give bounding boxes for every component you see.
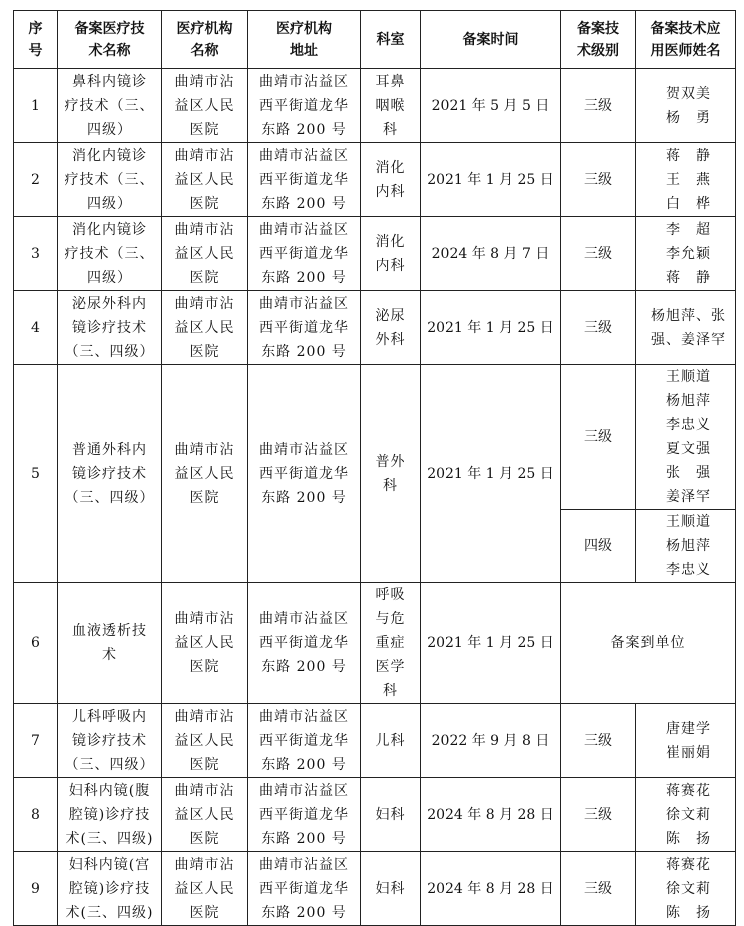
cell-level: 三级 — [561, 69, 636, 143]
cell-tech: 血液透析技 术 — [58, 583, 162, 704]
cell-level: 三级 — [561, 852, 636, 926]
cell-dept: 消化 内科 — [361, 217, 421, 291]
cell-inst: 曲靖市沾 益区人民 医院 — [162, 143, 248, 217]
cell-inst: 曲靖市沾 益区人民 医院 — [162, 583, 248, 704]
table-row — [14, 852, 736, 926]
cell-addr: 曲靖市沾益区 西平街道龙华 东路 200 号 — [248, 143, 361, 217]
cell-inst: 曲靖市沾 益区人民 医院 — [162, 778, 248, 852]
cell-seq: 7 — [14, 704, 58, 778]
cell-level: 三级 — [561, 143, 636, 217]
cell-date: 2021 年 5 月 5 日 — [421, 69, 561, 143]
cell-doctors: 唐建学 崔丽娟 — [636, 704, 736, 778]
cell-date: 2021 年 1 月 25 日 — [421, 365, 561, 583]
cell-level: 三级 — [561, 365, 636, 510]
cell-inst: 曲靖市沾 益区人民 医院 — [162, 704, 248, 778]
cell-date: 2024 年 8 月 28 日 — [421, 852, 561, 926]
header-tech-name: 备案医疗技 术名称 — [58, 11, 162, 69]
cell-dept: 普外 科 — [361, 365, 421, 583]
cell-doctors: 王顺道 杨旭萍 李忠义 夏文强 张 强 姜泽罕 — [636, 365, 736, 510]
table-row — [14, 69, 736, 143]
cell-level: 三级 — [561, 778, 636, 852]
cell-addr: 曲靖市沾益区 西平街道龙华 东路 200 号 — [248, 69, 361, 143]
table-row — [14, 217, 736, 291]
cell-doctors: 蒋 静 王 燕 白 桦 — [636, 143, 736, 217]
header-date: 备案时间 — [421, 11, 561, 69]
cell-addr: 曲靖市沾益区 西平街道龙华 东路 200 号 — [248, 852, 361, 926]
header-dept: 科室 — [361, 11, 421, 69]
cell-seq: 5 — [14, 365, 58, 583]
cell-dept: 妇科 — [361, 778, 421, 852]
cell-tech: 泌尿外科内 镜诊疗技术 （三、四级） — [58, 291, 162, 365]
cell-date: 2024 年 8 月 7 日 — [421, 217, 561, 291]
cell-addr: 曲靖市沾益区 西平街道龙华 东路 200 号 — [248, 778, 361, 852]
table-row — [14, 291, 736, 365]
cell-seq: 3 — [14, 217, 58, 291]
cell-inst: 曲靖市沾 益区人民 医院 — [162, 852, 248, 926]
cell-addr: 曲靖市沾益区 西平街道龙华 东路 200 号 — [248, 217, 361, 291]
cell-inst: 曲靖市沾 益区人民 医院 — [162, 217, 248, 291]
header-inst-name: 医疗机构 名称 — [162, 11, 248, 69]
cell-seq: 9 — [14, 852, 58, 926]
cell-level: 四级 — [561, 510, 636, 583]
cell-tech: 普通外科内 镜诊疗技术 （三、四级） — [58, 365, 162, 583]
cell-dept: 泌尿 外科 — [361, 291, 421, 365]
cell-doctors: 贺双美 杨 勇 — [636, 69, 736, 143]
cell-dept: 耳鼻 咽喉 科 — [361, 69, 421, 143]
cell-tech: 儿科呼吸内 镜诊疗技术 （三、四级） — [58, 704, 162, 778]
cell-merged-note: 备案到单位 — [561, 583, 736, 704]
cell-addr: 曲靖市沾益区 西平街道龙华 东路 200 号 — [248, 583, 361, 704]
cell-level: 三级 — [561, 704, 636, 778]
cell-doctors: 王顺道 杨旭萍 李忠义 — [636, 510, 736, 583]
table-row — [14, 365, 736, 510]
cell-date: 2024 年 8 月 28 日 — [421, 778, 561, 852]
cell-seq: 1 — [14, 69, 58, 143]
cell-seq: 6 — [14, 583, 58, 704]
cell-tech: 消化内镜诊 疗技术（三、 四级） — [58, 217, 162, 291]
cell-inst: 曲靖市沾 益区人民 医院 — [162, 69, 248, 143]
cell-seq: 4 — [14, 291, 58, 365]
cell-inst: 曲靖市沾 益区人民 医院 — [162, 365, 248, 583]
registration-table — [13, 10, 736, 926]
cell-level: 三级 — [561, 217, 636, 291]
cell-seq: 8 — [14, 778, 58, 852]
cell-doctors: 杨旭萍、张 强、姜泽罕 — [636, 291, 736, 365]
cell-tech: 妇科内镜(宫 腔镜)诊疗技 术(三、四级) — [58, 852, 162, 926]
header-level: 备案技 术级别 — [561, 11, 636, 69]
cell-date: 2021 年 1 月 25 日 — [421, 291, 561, 365]
table-row — [14, 143, 736, 217]
cell-addr: 曲靖市沾益区 西平街道龙华 东路 200 号 — [248, 704, 361, 778]
cell-level: 三级 — [561, 291, 636, 365]
cell-dept: 消化 内科 — [361, 143, 421, 217]
table-row — [14, 583, 736, 704]
cell-dept: 呼吸 与危 重症 医学 科 — [361, 583, 421, 704]
table-row — [14, 778, 736, 852]
cell-addr: 曲靖市沾益区 西平街道龙华 东路 200 号 — [248, 291, 361, 365]
cell-doctors: 李 超 李允颖 蒋 静 — [636, 217, 736, 291]
cell-dept: 儿科 — [361, 704, 421, 778]
cell-doctors: 蒋赛花 徐文莉 陈 扬 — [636, 852, 736, 926]
cell-inst: 曲靖市沾 益区人民 医院 — [162, 291, 248, 365]
cell-doctors: 蒋赛花 徐文莉 陈 扬 — [636, 778, 736, 852]
cell-dept: 妇科 — [361, 852, 421, 926]
cell-date: 2021 年 1 月 25 日 — [421, 143, 561, 217]
cell-addr: 曲靖市沾益区 西平街道龙华 东路 200 号 — [248, 365, 361, 583]
header-row — [14, 11, 736, 69]
header-seq: 序 号 — [14, 11, 58, 69]
cell-seq: 2 — [14, 143, 58, 217]
cell-date: 2021 年 1 月 25 日 — [421, 583, 561, 704]
header-doctors: 备案技术应 用医师姓名 — [636, 11, 736, 69]
cell-tech: 鼻科内镜诊 疗技术（三、 四级） — [58, 69, 162, 143]
cell-tech: 消化内镜诊 疗技术（三、 四级） — [58, 143, 162, 217]
cell-date: 2022 年 9 月 8 日 — [421, 704, 561, 778]
table-row — [14, 704, 736, 778]
cell-tech: 妇科内镜(腹 腔镜)诊疗技 术(三、四级) — [58, 778, 162, 852]
header-inst-addr: 医疗机构 地址 — [248, 11, 361, 69]
